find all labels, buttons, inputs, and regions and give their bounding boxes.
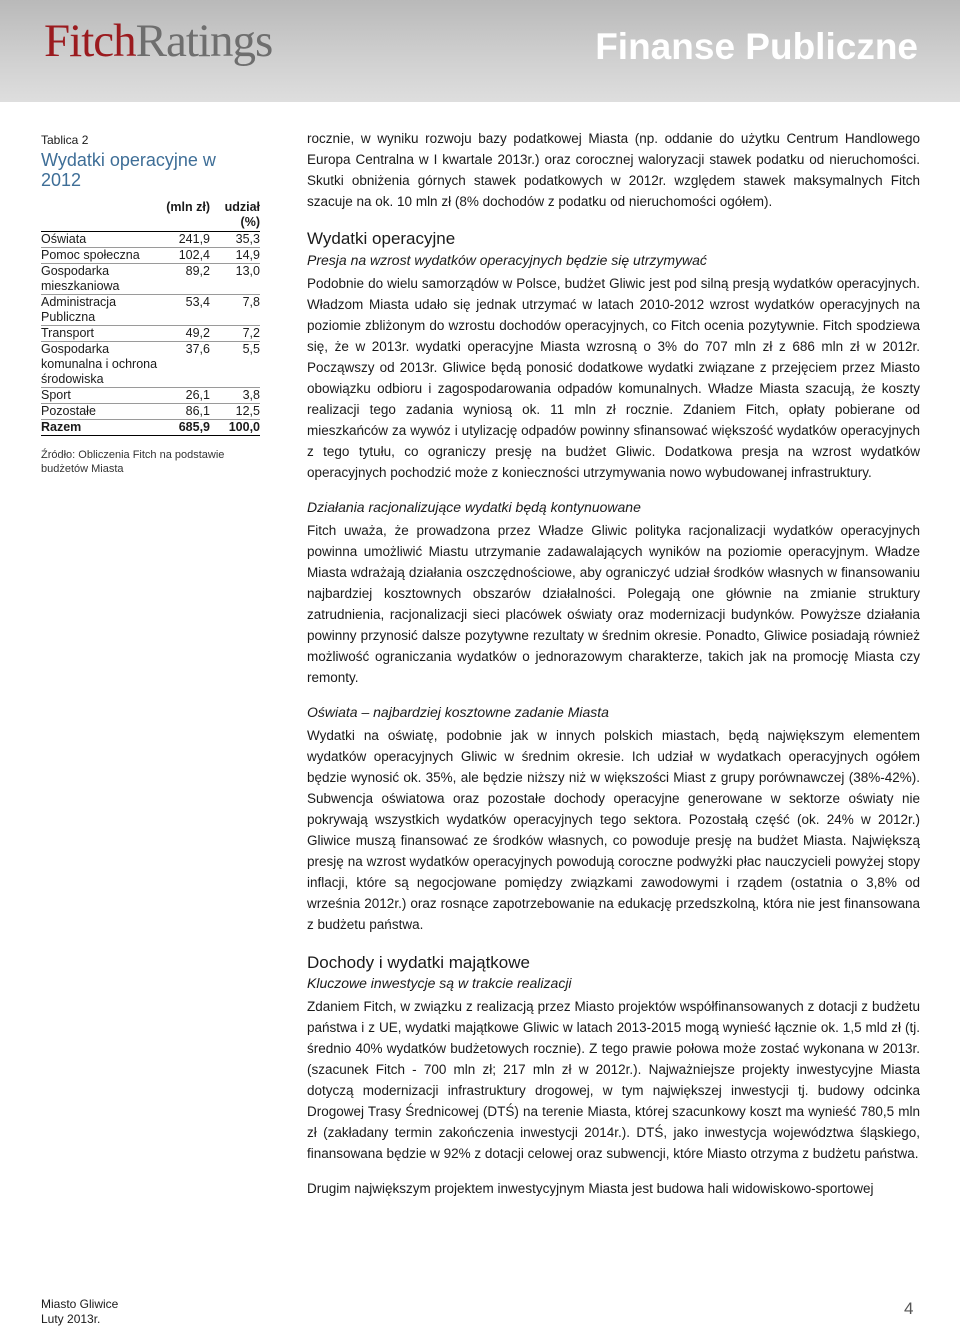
total-pct: 100,0	[210, 420, 260, 436]
fitch-ratings-logo	[44, 14, 272, 68]
row-pct: 35,3	[210, 232, 260, 248]
row-pct: 12,5	[210, 404, 260, 420]
paragraph-education: Wydatki na oświatę, podobnie jak w innych polskich miastach, będą największym elementem wydatków operacyjnych Gliwic w średnim okresie. Ich udział w wydatkach operacyjnych ogółem będzie wynosić ok. 35%, ale będzie niższy niż w większości Miast z grupy porównawczej (38%-42%). Subwencja oświatowa oraz pozostałe dochody operacyjne generowane w sektorze oświaty nie pokrywają wszystkich wydatków operacyjnych tego sektora. Pozostałą część (ok. 24% w 2012r.) Gliwice muszą finansować ze środków własnych, co powoduje presję na budżet Miasta. Największą presję na wzrost wydatków operacyjnych powodują coroczne podwyżki płac nauczycieli powyżej stopy inflacji, które są negocjowane pomiędzy związkami zawodowymi i rządem (ostatnia o 3,8% od września 2012r.) oraz rosnące zapotrzebowanie na edukację przedszkolną, która nie jest finansowana z budżetu państwa.	[307, 728, 920, 932]
header-share: udział (%)	[210, 200, 260, 232]
logo-fitch: Fitch	[44, 15, 136, 67]
table-row	[41, 326, 260, 342]
sidebar-table-panel	[41, 133, 260, 476]
row-name: Sport	[41, 388, 159, 404]
table-row	[41, 295, 260, 326]
row-mln: 49,2	[159, 326, 210, 342]
subheading-pressure: Presja na wzrost wydatków operacyjnych będzie się utrzymywać	[307, 252, 707, 268]
paragraph-pressure: Podobnie do wielu samorządów w Polsce, budżet Gliwic jest pod silną presją wydatków operacyjnych. Władzom Miasta udało się jednak utrzymać w latach 2010-2012 wzrost wydatków operacyjnych na poziomie zbliżonym do wzrostu dochodów operacyjnych, co Fitch ocenia pozytywnie. Fitch spodziewa się, że w 2013r. wydatki operacyjne Miasta wzrosną o 3% do 707 mln zł z 686 mln zł w 2012r. Począwszy od 2013r. Gliwice będą ponosić dodatkowe wydatki związane z przejęciem przez Miasto obowiązku odbioru i zagospodarowania odpadów komunalnych. Władze Miasta szacują, że koszty realizacji tego zadania wyniosą ok. 11 mln zł rocznie. Zdaniem Fitch, opłaty pobierane od mieszkańców za wywóz i utylizację odpadów powinny sfinansować większość wydatków operacyjnych z tego tytułu, co ograniczy presję na budżet Gliwic. Dodatkowa presja na wzrost wydatków operacyjnych pochodzić może z konieczności utrzymywania nowo wybudowanej infrastruktury.	[307, 276, 920, 480]
footer-date: Luty 2013r.	[41, 1312, 101, 1326]
row-name: Gospodarka komunalna i ochrona środowiska	[41, 342, 158, 386]
page-number: 4	[904, 1299, 914, 1318]
total-name: Razem	[41, 420, 159, 436]
header-empty	[41, 200, 159, 232]
total-mln: 685,9	[159, 420, 210, 436]
row-mln: 26,1	[159, 388, 210, 404]
row-pct: 7,8	[210, 295, 260, 326]
row-pct: 13,0	[210, 264, 260, 295]
subheading-rationalisation: Działania racjonalizujące wydatki będą kontynuowane	[307, 499, 641, 515]
footer-city: Miasto Gliwice	[41, 1297, 119, 1311]
row-name: Transport	[41, 326, 159, 342]
main-content	[307, 128, 920, 1199]
table-header-row	[41, 200, 260, 232]
row-pct: 14,9	[210, 248, 260, 264]
row-mln: 86,1	[159, 404, 210, 420]
paragraph-investments: Zdaniem Fitch, w związku z realizacją przez Miasto projektów współfinansowanych z dotacji z budżetu państwa i z UE, wydatki majątkowe Gliwic w latach 2013-2015 mogą wynieść łącznie ok. 1,5 mld zł (tj. średnio 40% wydatków budżetowych rocznie). Z tego prawie połowa może zostać wykonana w 2013r. (szacunek Fitch - 700 mln zł; 217 mln zł w 2012r.). Najważniejsze projekty inwestycyjne Miasta dotyczą modernizacji infrastruktury drogowej, w tym największej inwestycji tj. budowy odcinka Drogowej Trasy Średnicowej (DTŚ) na terenie Miasta, której szacunkowy koszt ma wynieść 780,5 mln zł (zakładany termin zakończenia inwestycji 2014r.). DTŚ, jako inwestycja województwa śląskiego, finansowana będzie w 92% z dotacji celowej oraz subwencji, które Miasto otrzyma z budżetu państwa.	[307, 999, 920, 1161]
subheading-investments: Kluczowe inwestycje są w trakcie realizacji	[307, 975, 572, 991]
row-mln: 53,4	[159, 295, 210, 326]
row-name: Pozostałe	[41, 404, 159, 420]
table-source-note: Źródło: Obliczenia Fitch na podstawie budżetów Miasta	[41, 449, 225, 475]
operating-expenditure-table	[41, 200, 260, 436]
row-mln: 37,6	[159, 342, 210, 388]
subheading-education: Oświata – najbardziej kosztowne zadanie Miasta	[307, 704, 609, 720]
paragraph-rationalisation: Fitch uważa, że prowadzona przez Władze Gliwic polityka racjonalizacji wydatków operacyjnych powinna umożliwić Miastu utrzymanie zadawalających wyników na poziomie operacyjnym. Władze Miasta wdrażają działania oszczędnościowe, aby ograniczyć udział środków własnych w finansowaniu najbardziej kosztownych obszarów działalności. Polegają one głównie na zmianie struktury zatrudnienia, racjonalizacji sieci placówek oświaty oraz modernizacji budynków. Powyższe działania powinny przynosić dalsze pozytywne rezultaty w średnim okresie. Ponadto, Gliwice posiadają również możliwość ograniczania wydatków o jednorazowym charakterze, takich jak na promocję Miasta czy remonty.	[307, 523, 920, 685]
row-mln: 102,4	[159, 248, 210, 264]
table-row	[41, 248, 260, 264]
row-name: Oświata	[41, 232, 159, 248]
table-row	[41, 342, 260, 388]
row-name: Pomoc społeczna	[41, 248, 159, 264]
row-name: Administracja Publiczna	[41, 295, 159, 326]
paragraph-sports-hall: Drugim największym projektem inwestycyjnym Miasta jest budowa hali widowiskowo-sportowej	[307, 1181, 874, 1196]
row-pct: 5,5	[210, 342, 260, 388]
row-mln: 241,9	[159, 232, 210, 248]
row-pct: 3,8	[210, 388, 260, 404]
page-header	[0, 0, 960, 102]
row-name: Gospodarka mieszkaniowa	[41, 264, 159, 295]
logo-ratings: Ratings	[135, 15, 273, 67]
footer-info	[41, 1297, 118, 1327]
table-title: Wydatki operacyjne w 2012	[41, 150, 216, 190]
row-pct: 7,2	[210, 326, 260, 342]
row-mln: 89,2	[159, 264, 210, 295]
section-title: Finanse Publiczne	[595, 26, 918, 67]
heading-capital: Dochody i wydatki majątkowe	[307, 953, 530, 972]
table-row	[41, 264, 260, 295]
table-row	[41, 232, 260, 248]
table-total-row	[41, 420, 260, 436]
table-row	[41, 404, 260, 420]
header-mln: (mln zł)	[159, 200, 210, 232]
table-label: Tablica 2	[41, 133, 89, 147]
table-row	[41, 388, 260, 404]
intro-paragraph: rocznie, w wyniku rozwoju bazy podatkowej Miasta (np. oddanie do użytku Centrum Handlowego Europa Centralna w I kwartale 2013r.) oraz corocznej waloryzacji stawek podatku od nieruchomości. Skutki obniżenia górnych stawek podatkowych w 2012r. względem stawek maksymalnych Fitch szacuje na ok. 10 mln zł (8% dochodów z podatku od nieruchomości ogółem).	[307, 131, 920, 209]
heading-operating-expenditure: Wydatki operacyjne	[307, 229, 456, 248]
